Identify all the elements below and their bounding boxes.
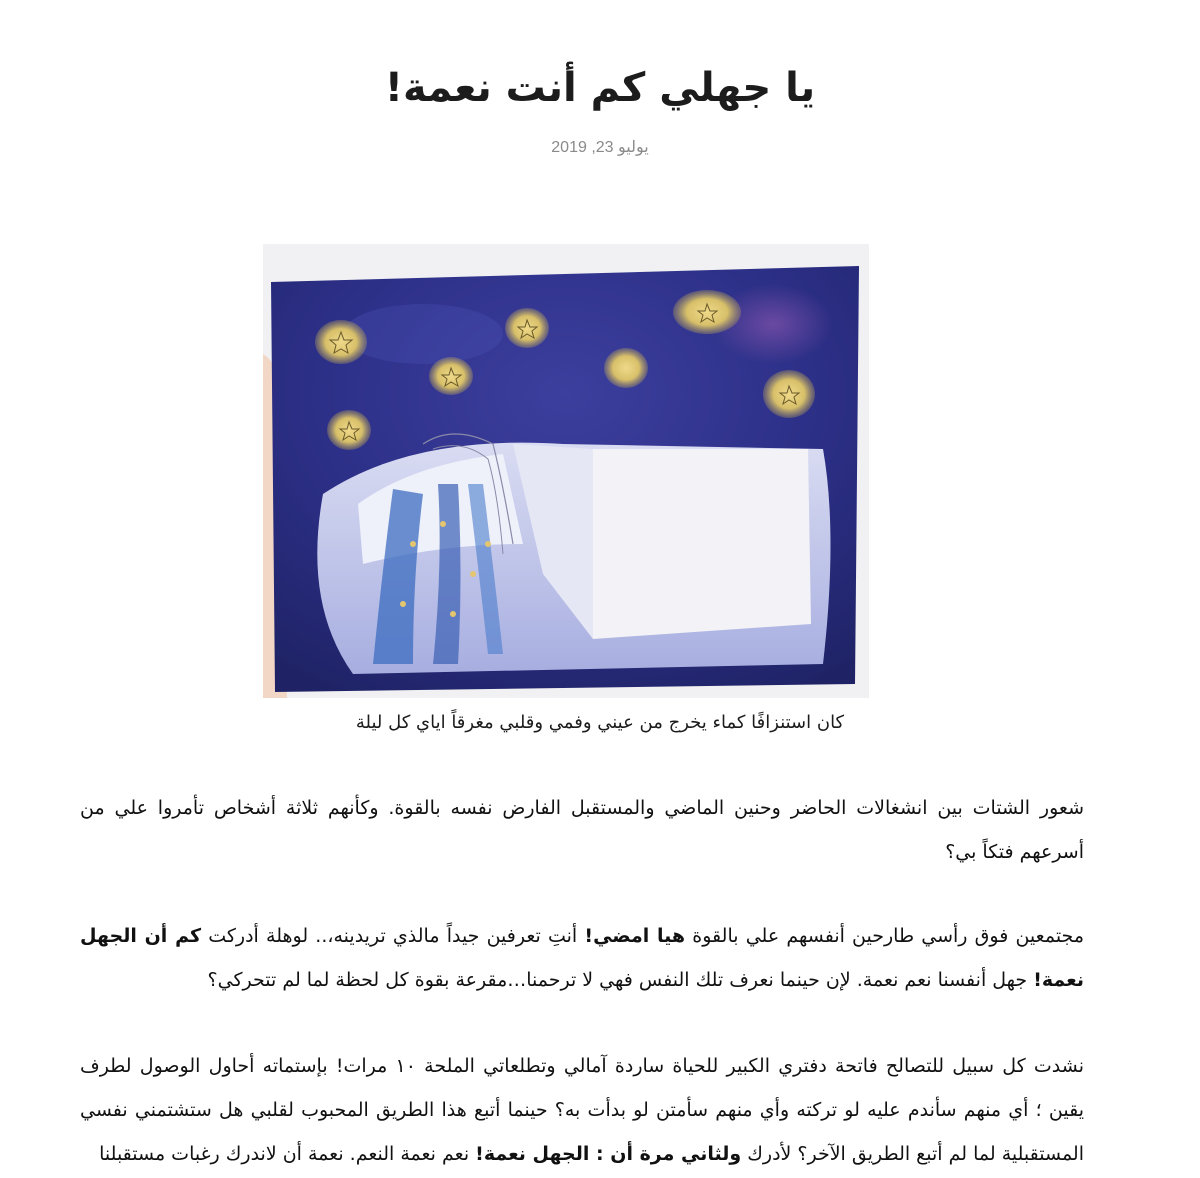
paragraph-3-text: نشدت كل سبيل للتصالح فاتحة دفتري الكبير للحياة ساردة آمالي وتطلعاتي الملحة ١٠ مرات! بإستماته أحاول الوصول لطرف يقين ؛ أي منهم سأندم عليه لو تركته وأي منهم سأمتن لو بدأت به؟ حينما أتبع هذا الطريق المحبوب لقلبي هل ستشتمني نفسي المستقبلية لما لم أتبع الطريق الآخر؟ لأدرك	[80, 1055, 1084, 1165]
paragraph-1: شعور الشتات بين انشغالات الحاضر وحنين الماضي والمستقبل الفارض نفسه بالقوة. وكأنهم ثلاثة أشخاص تأمروا علي من أسرعهم فتكاً بي؟	[80, 797, 1084, 863]
paragraph-2-text: أنتِ تعرفين جيداً مالذي تريدينه،.. لوهلة أدركت	[201, 925, 585, 947]
post-date: يوليو 23, 2019	[551, 139, 649, 156]
watercolor-illustration-icon	[263, 244, 869, 698]
paragraph-2	[80, 914, 1084, 1002]
paragraph-2-emphasis: كم أن الجهل نعمة!	[80, 925, 1084, 991]
paragraph-2-text: مجتمعين فوق رأسي طارحين أنفسهم علي بالقوة	[685, 925, 1084, 947]
paragraph-3-text: نعم نعمة النعم. نعمة أن لاندرك رغبات مستقبلنا	[99, 1143, 476, 1165]
image-caption: كان استنزافًا كماء يخرج من عيني وفمي وقلبي مغرقاً اياي كل ليلة	[355, 712, 845, 733]
paragraph-2-text: جهل أنفسنا نعم نعمة. لإن حينما نعرف تلك النفس فهي لا ترحمنا…مقرعة بقوة كل لحظة لما لم تتحركي؟	[207, 969, 1034, 991]
post-image	[263, 244, 869, 698]
paragraph-2-emphasis: هيا امضي!	[584, 925, 686, 947]
paragraph-3-emphasis: ولثاني مرة أن : الجهل نعمة!	[475, 1143, 742, 1165]
paragraph-3	[80, 1044, 1084, 1176]
post-title: يا جهلي كم أنت نعمة!	[384, 65, 816, 111]
